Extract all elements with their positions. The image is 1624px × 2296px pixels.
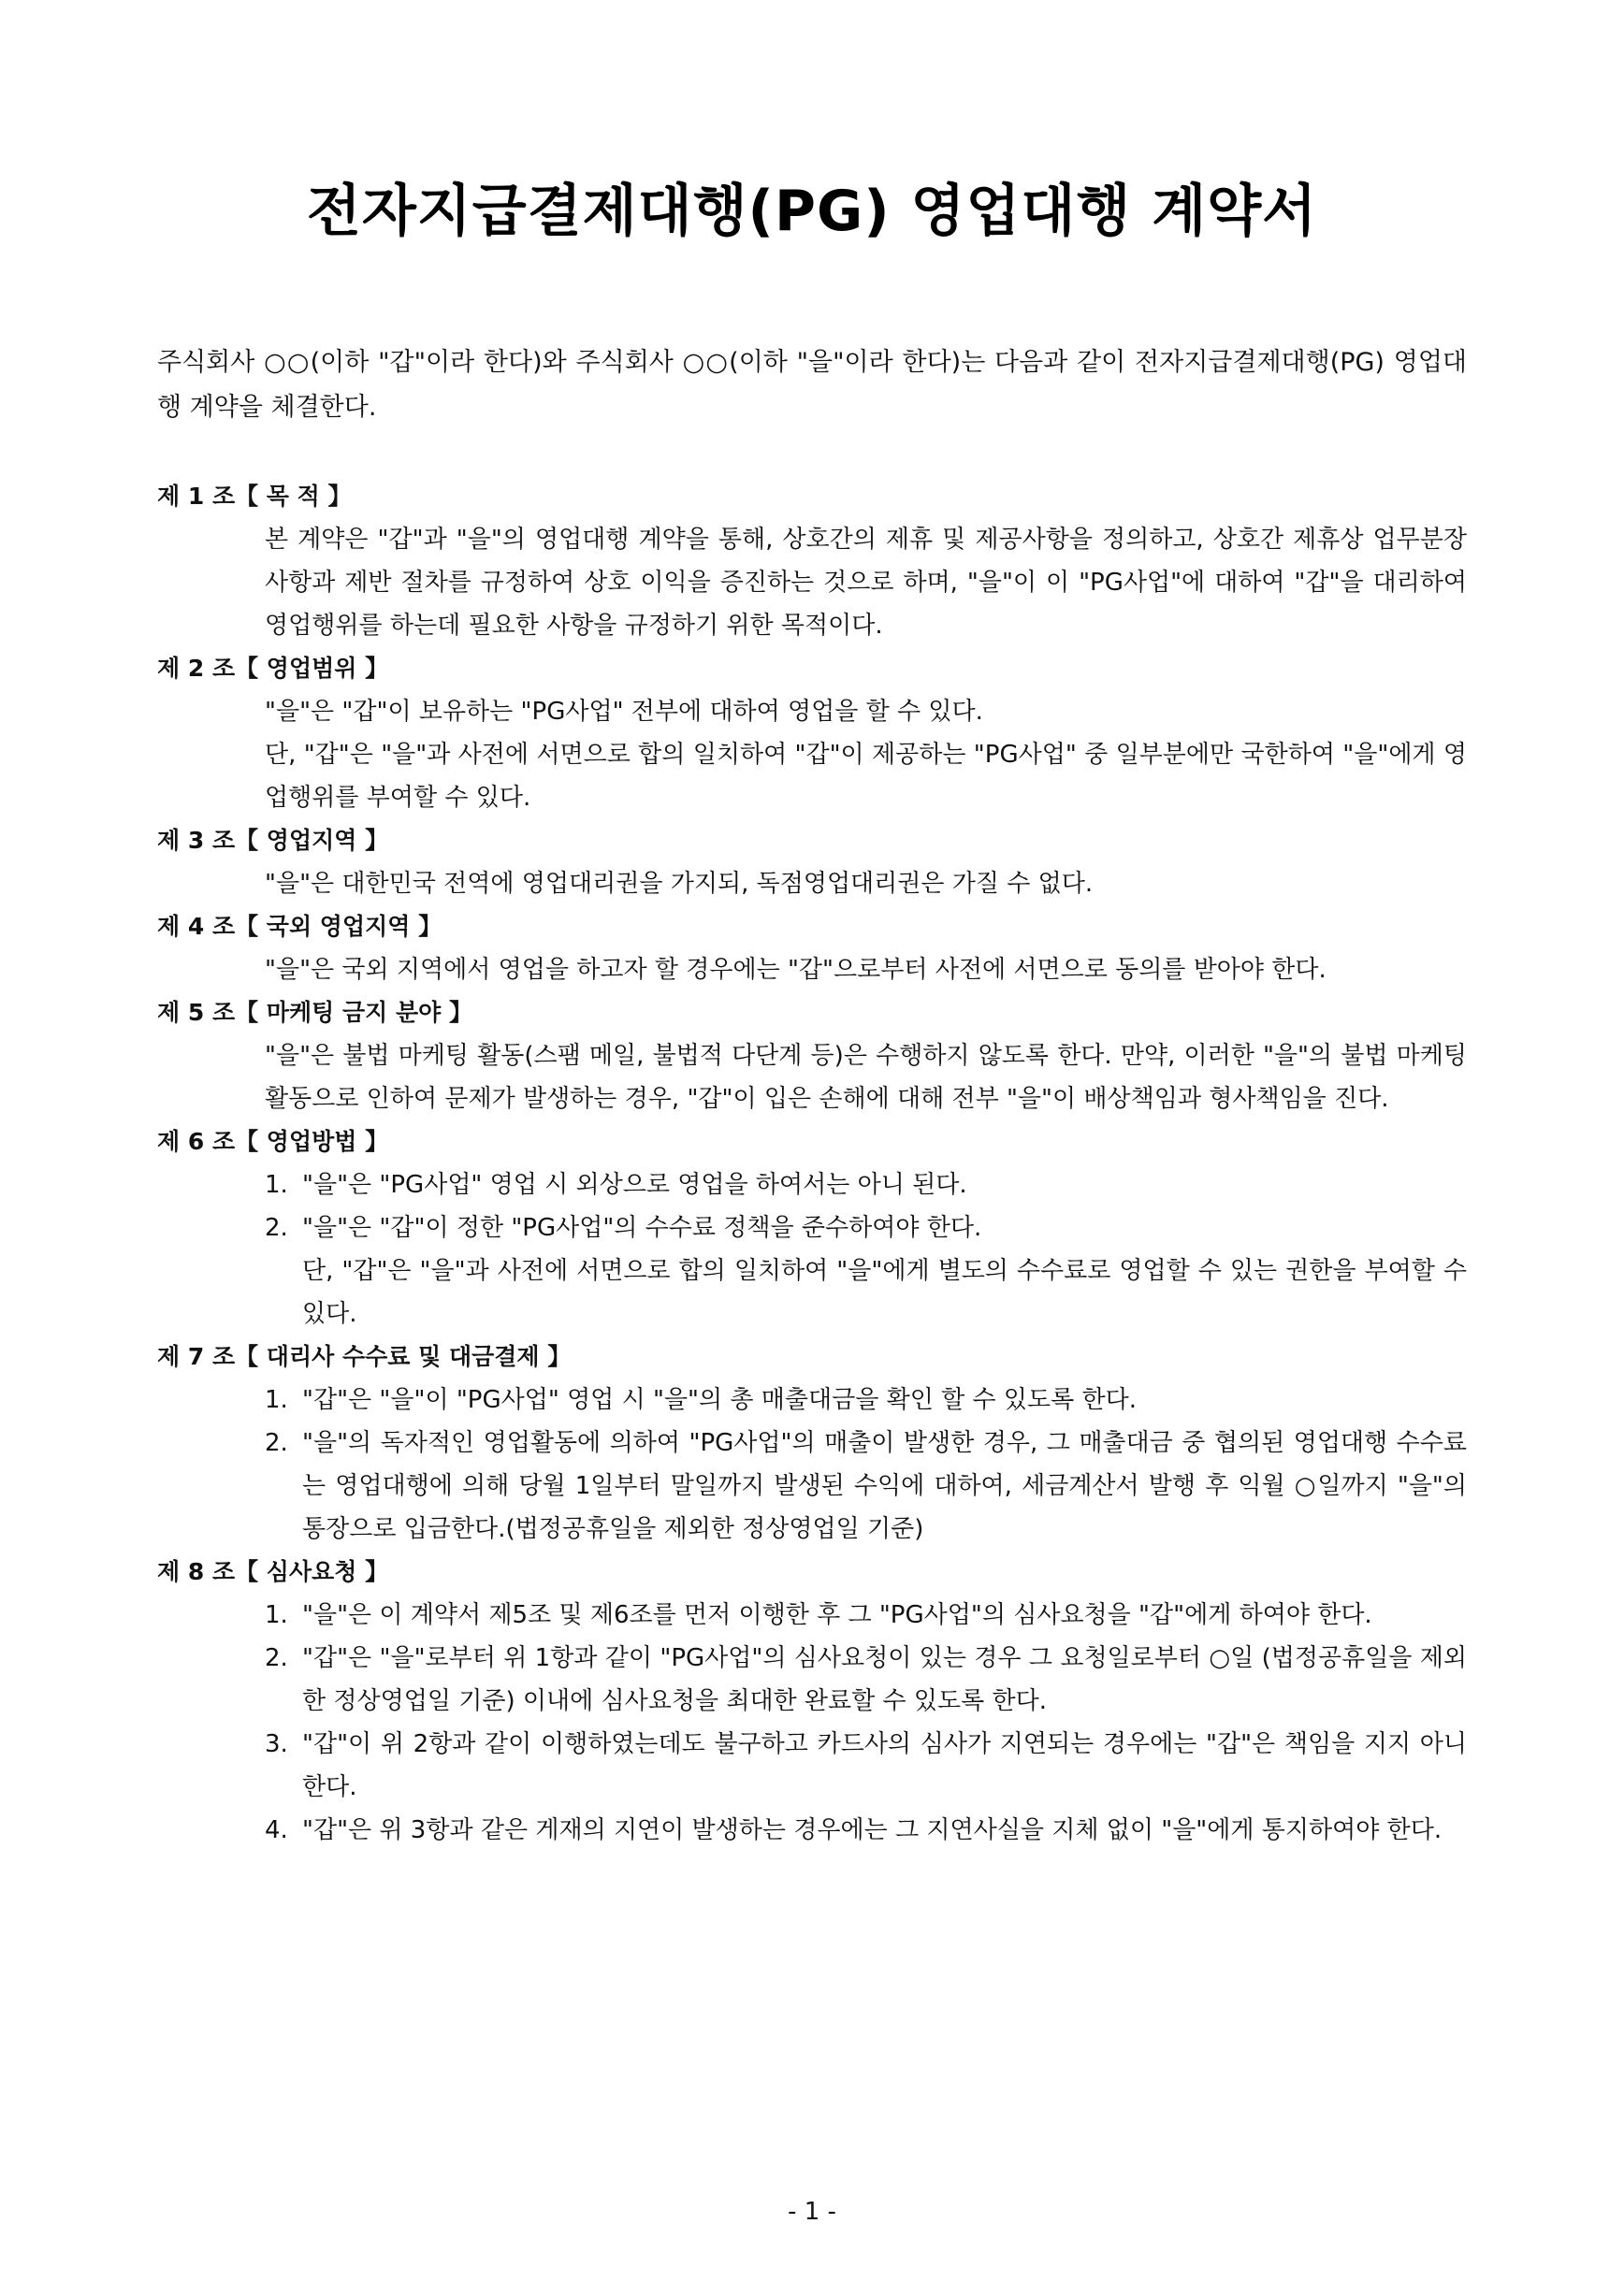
item-text: "갑"이 위 2항과 같이 이행하였는데도 불구하고 카드사의 심사가 지연되는 경우에는 "갑"은 책임을 지지 아니한다.	[302, 1730, 1467, 1801]
article-heading: 제 8 조【 심사요청 】	[157, 1558, 389, 1585]
article-item	[265, 1723, 1467, 1809]
article-1	[157, 475, 1467, 647]
article-heading: 제 3 조【 영업지역 】	[157, 827, 389, 854]
item-number: 3.	[265, 1730, 288, 1758]
article-heading: 제 7 조【 대리사 수수료 및 대금결제 】	[157, 1343, 572, 1370]
article-paragraph: "을"은 "갑"이 보유하는 "PG사업" 전부에 대하여 영업을 할 수 있다.	[265, 698, 983, 726]
page-number: - 1 -	[788, 2198, 836, 2226]
article-3	[157, 819, 1467, 905]
article-paragraph: 본 계약은 "갑"과 "을"의 영업대행 계약을 통해, 상호간의 제휴 및 제공사항을 정의하고, 상호간 제휴상 업무분장 사항과 제반 절차를 규정하여 상호 이익을 증진하는 것으로 하며, "을"이 이 "PG사업"에 대하여 "갑"을 대리하여 영업행위를 하는데 필요한 사항을 규정하기 위한 목적이다.	[265, 526, 1467, 640]
intro-paragraph: 주식회사 ○○(이하 "갑"이라 한다)와 주식회사 ○○(이하 "을"이라 한다)는 다음과 같이 전자지급결제대행(PG) 영업대행 계약을 체결한다.	[157, 348, 1467, 422]
item-text: "을"은 "갑"이 정한 "PG사업"의 수수료 정책을 준수하여야 한다.	[302, 1214, 982, 1242]
article-heading: 제 5 조【 마케팅 금지 분야 】	[157, 999, 472, 1026]
article-7	[157, 1336, 1467, 1551]
item-text: "을"은 이 계약서 제5조 및 제6조를 먼저 이행한 후 그 "PG사업"의 심사요청을 "갑"에게 하여야 한다.	[302, 1601, 1372, 1629]
article-6	[157, 1120, 1467, 1336]
item-text: "갑"은 위 3항과 같은 게재의 지연이 발생하는 경우에는 그 지연사실을 지체 없이 "을"에게 통지하여야 한다.	[302, 1816, 1443, 1844]
article-heading: 제 2 조【 영업범위 】	[157, 655, 389, 682]
item-number: 1.	[265, 1386, 288, 1414]
article-5	[157, 991, 1467, 1120]
article-item	[265, 1163, 1467, 1206]
article-2	[157, 647, 1467, 819]
document-title: 전자지급결제대행(PG) 영업대행 계약서	[306, 179, 1318, 244]
article-item-list	[157, 1163, 1467, 1336]
item-note: 단, "갑"은 "을"과 사전에 서면으로 합의 일치하여 "을"에게 별도의 수수료로 영업할 수 있는 권한을 부여할 수 있다.	[302, 1257, 1467, 1328]
article-paragraph: 단, "갑"은 "을"과 사전에 서면으로 합의 일치하여 "갑"이 제공하는 "PG사업" 중 일부분에만 국한하여 "을"에게 영업행위를 부여할 수 있다.	[265, 741, 1467, 812]
articles-section	[157, 475, 1467, 1852]
article-item-list	[157, 1594, 1467, 1852]
article-heading: 제 6 조【 영업방법 】	[157, 1128, 389, 1155]
item-number: 2.	[265, 1644, 288, 1672]
article-4	[157, 905, 1467, 991]
item-number: 1.	[265, 1171, 288, 1199]
item-number: 1.	[265, 1601, 288, 1629]
article-item	[265, 1379, 1467, 1422]
item-number: 4.	[265, 1816, 288, 1844]
item-number: 2.	[265, 1214, 288, 1242]
article-item	[265, 1206, 1467, 1336]
item-text: "을"의 독자적인 영업활동에 의하여 "PG사업"의 매출이 발생한 경우, 그 매출대금 중 협의된 영업대행 수수료는 영업대행에 의해 당월 1일부터 말일까지 발생된 수익에 대하여, 세금계산서 발행 후 익월 ○일까지 "을"의 통장으로 입금한다.(법정공휴일을 제외한 정상영업일 기준)	[302, 1429, 1467, 1543]
article-item	[265, 1594, 1467, 1637]
article-heading: 제 4 조【 국외 영업지역 】	[157, 913, 442, 940]
article-item	[265, 1637, 1467, 1723]
article-heading: 제 1 조【 목 적 】	[157, 483, 352, 510]
article-paragraph: "을"은 국외 지역에서 영업을 하고자 할 경우에는 "갑"으로부터 사전에 서면으로 동의를 받아야 한다.	[265, 956, 1327, 984]
article-item-list	[157, 1379, 1467, 1551]
item-number: 2.	[265, 1429, 288, 1457]
article-paragraph: "을"은 불법 마케팅 활동(스팸 메일, 불법적 다단계 등)은 수행하지 않도록 한다. 만약, 이러한 "을"의 불법 마케팅 활동으로 인하여 문제가 발생하는 경우, "갑"이 입은 손해에 대해 전부 "을"이 배상책임과 형사책임을 진다.	[265, 1042, 1467, 1113]
article-paragraph: "을"은 대한민국 전역에 영업대리권을 가지되, 독점영업대리권은 가질 수 없다.	[265, 870, 1094, 898]
item-text: "갑"은 "을"로부터 위 1항과 같이 "PG사업"의 심사요청이 있는 경우 그 요청일로부터 ○일 (법정공휴일을 제외한 정상영업일 기준) 이내에 심사요청을 최대한 완료할 수 있도록 한다.	[302, 1644, 1467, 1715]
article-item	[265, 1422, 1467, 1551]
article-item	[265, 1809, 1467, 1852]
item-text: "을"은 "PG사업" 영업 시 외상으로 영업을 하여서는 아니 된다.	[302, 1171, 967, 1199]
article-8	[157, 1551, 1467, 1852]
item-text: "갑"은 "을"이 "PG사업" 영업 시 "을"의 총 매출대금을 확인 할 수 있도록 한다.	[302, 1386, 1137, 1414]
